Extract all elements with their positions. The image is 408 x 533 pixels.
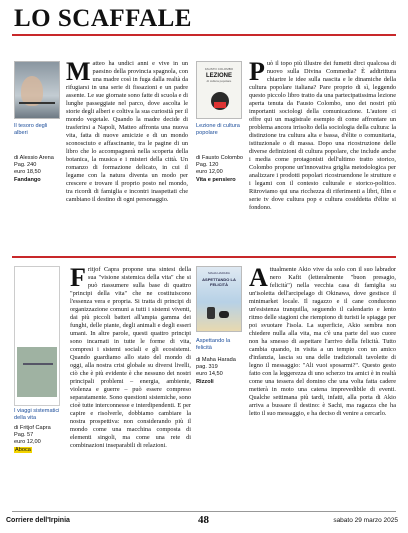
review-lezione: Può il topo più illustre dei fumetti dirci qualcosa di nuovo sulla Divina Commedia? È addirittura chiarire le idee sulla nascita e le dinamiche della cultura popolare italiana? Pare proprio di sì, leggendo questo piccolo libro tratto da una partecipatissima lezione aperta tenuta da Fausto Colombo, uno dei nostri più importanti sociologi della comunicazione. L'autore ci offre qui un magistrale esempio di come affrontare un problema ancora irrisolto della sociologia della cultura: la distinzione tra cultura alta e bassa, d'élite o comunitaria, istituzionale o di massa. Dopo una ricostruzione delle diverse definizioni di cultura popolare, che include anche i media come protagonisti dell'ultimo tratto storico, Colombo propone un'innovativa griglia metodologica per analizzare i prodotti popolari ricostruendone le strutture e i legami con il contesto culturale e storico-politico. Ritroviamo qui una ricchezza di riferimenti a libri, film e serie tv dove cultura pop e cultura cosiddetta d'élite si fondono. xyxy=(249,60,396,211)
caption-tesoro xyxy=(14,123,62,137)
book-cover-viaggi xyxy=(14,266,60,406)
caption-title: Il tesoro degli alberi xyxy=(14,123,48,137)
footer-rule xyxy=(12,511,396,512)
review-aspettando: Attualmente Akio vive da solo con il suo labrador nero Kafit (letteralmente "buon presagio, felicità") nella vecchia casa di famiglia su un'isoletta dell'arcipelago di Okinawa, dove gestisce il minimarket locale. Il ragazzo e il cane conducono un'esistenza tranquilla, seguendo il calendario e lento ritmo delle stagioni che riempiono di turisti le spiagge per poi svuotare l'isola. La superficie, Akio sembra non chiedere nulla alla vita, ma c'è una parte del suo cuore non ha smesso di aspettare l'arrivo della felicità. Tutto cambia quando, in visita a un tempio con un amico d'infanzia, lascia su una delle tradizionali tavolette di legno il messaggio: "Ali vuoi sposarmi?". Questo gesto fatto con la leggerezza di uno scherzo tra amici è in realtà come una tessera del domino che una volta fatta cadere metterà in moto una catena imprevedibile di eventi. Qualche settimana più tardi, infatti, alla porta di Akio arriva a bussare il destino: è Sachi, ma ragazza che ha letto il suo messaggio, e ha deciso di venire a cercarlo. xyxy=(249,266,396,417)
meta-lezione: di Fausto Colombo Pag. 120 euro 12,00 Vita e pensiero xyxy=(196,155,243,183)
meta-viaggi: di Fritjof Capra Pag. 57 euro 12,00 Aboca xyxy=(14,425,51,453)
page-number: 48 xyxy=(198,514,209,526)
caption-lezione: Lezione di cultura popolare xyxy=(196,123,240,137)
page-title: LO SCAFFALE xyxy=(14,5,192,32)
book-cover-aspettando: MAHA HARADA ASPETTANDO LA FELICITÀ xyxy=(196,266,242,332)
meta-tesoro: di Alessio Arena Pag. 240 euro 18,50 Fandango xyxy=(14,155,54,183)
review-viaggi: Fritjof Capra propone una sintesi della sua "visione sistemica della vita" che si può riassumere sulla base di quattro "principi della vita" che ne costituiscono l'essenza vera e propria. Si tratta di principi di organizzazione comuni a tutti i sistemi viventi, dai più piccoli batteri all'ampia gamma dei funghi, delle piante, degli animali e degli esseri umani. In altre parole, questi quattro principi sono incarnati in tutte le forme di vita, compresi i sistemi sociali e gli ecosistemi. Quando guardiamo allo stato del mondo di oggi, alla nostra crisi globale su diversi livelli, ciò che è più evidente è che nessuno dei nostri principali problemi – energia, ambiente, violenza e guerre – può essere compreso separatamente. Sono questioni sistemiche, sono cioè tutte interconnesse e interdipendenti. E per capire e risolverle, dobbiamo cambiare la nostra prospettiva: non considerando più il mondo come una macchina composta di elementi singoli, ma come una rete di combinazioni inseparabili di relazioni. xyxy=(70,266,191,449)
caption-viaggi: I viaggi sistematici della vita xyxy=(14,408,60,422)
header-rule xyxy=(12,34,396,36)
book-cover-tesoro xyxy=(14,61,60,119)
book-cover-lezione: FAUSTO COLOMBO LEZIONE di cultura popolare xyxy=(196,61,242,119)
section-divider xyxy=(12,256,396,258)
meta-aspettando: di Maha Harada pag. 319 euro 14,50 Rizzoli xyxy=(196,357,236,385)
caption-aspettando: Aspettando la felicità xyxy=(196,338,231,352)
newspaper-name: Corriere dell'Irpinia xyxy=(6,517,70,524)
review-tesoro: Matteo ha undici anni e vive in un paesino della provincia spagnola, con una madre così in fuga dalla realtà da rifugiarsi in una serie di fissazioni e un padre assente. Le sue giornate sono fatte di scuola e di lunghe passeggiate nel parco, dove ascolta le storie degli alberi e coltiva la sua curiosità per il mondo vegetale. Quando la madre decide di trasferirsi a Napoli, Matteo affronta una nuova vita, fatta di nuove amicizie e di un mondo sconosciuto e affascinante, tra le pagine di un libro che lo accompagnerà nella scoperta della botanica, la musica e i misteri della città. Un romanzo di formazione delicato, in cui il legame con la natura diventa un modo per crescere e trovare il proprio posto nel mondo, tra ricordi di famiglia e incontri inaspettati che cambiano il destino di ogni personaggio. xyxy=(66,60,188,203)
issue-date: sabato 29 marzo 2025 xyxy=(333,517,398,524)
